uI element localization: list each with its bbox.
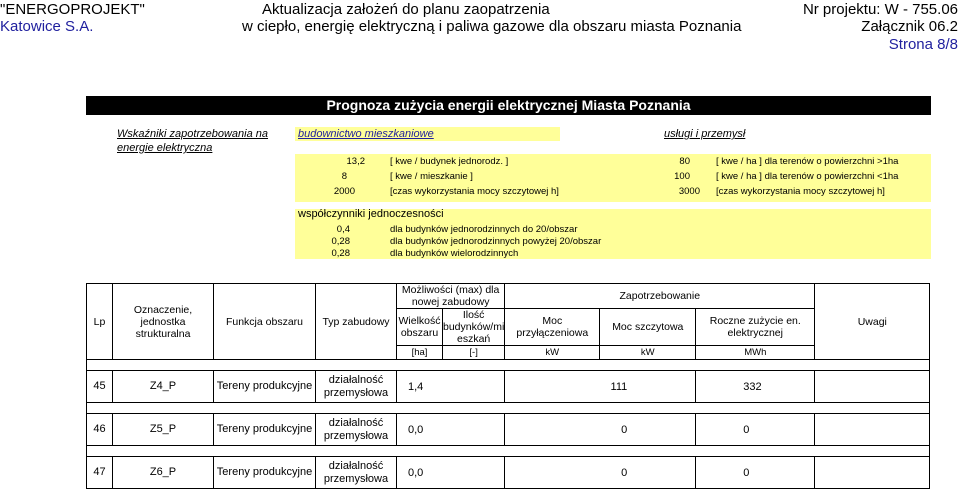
- row-annual: 0: [696, 457, 815, 489]
- srv-value: 100: [674, 171, 690, 182]
- coincidence-value: 0,4: [336, 224, 350, 235]
- unit-kw: kW: [505, 346, 600, 360]
- row-type: działalność przemysłowa: [316, 457, 397, 489]
- row-lp: 45: [87, 371, 113, 403]
- residential-header: budownictwo mieszkaniowe: [298, 128, 434, 140]
- coincidence-desc: dla budynków jednorodzinnych do 20/obszar: [390, 224, 578, 235]
- forecast-table: [86, 283, 930, 489]
- res-unit: [ kwe / budynek jednorodz. ]: [390, 156, 509, 167]
- res-value: 2000: [333, 186, 355, 197]
- srv-unit: [ kwe / ha ] dla terenów o powierzchni <1ha: [716, 171, 899, 182]
- res-unit: [ kwe / mieszkanie ]: [390, 171, 473, 182]
- document-title-line1: Aktualizacja założeń do planu zaopatrzenia: [262, 1, 550, 18]
- header-moc-szczytowa: Moc szczytowa: [600, 309, 696, 346]
- unit-kw: kW: [600, 346, 696, 360]
- company-name: "ENERGOPROJEKT": [0, 1, 145, 18]
- row-notes: [815, 457, 930, 489]
- table-row: [87, 371, 930, 403]
- header-oznaczenie: Oznaczenie, jednostka strukturalna: [113, 284, 214, 360]
- row-peak-power: 111: [505, 371, 696, 403]
- row-function: Tereny produkcyjne: [214, 371, 316, 403]
- indicators-label-line2: energie elektryczna: [117, 142, 213, 154]
- row-code: Z6_P: [113, 457, 214, 489]
- row-notes: [815, 414, 930, 446]
- row-type: działalność przemysłowa: [316, 414, 397, 446]
- coincidence-desc: dla budynków wielorodzinnych: [390, 248, 519, 259]
- row-lp: 47: [87, 457, 113, 489]
- row-function: Tereny produkcyjne: [214, 414, 316, 446]
- unit-dash: [-]: [443, 346, 505, 360]
- row-annual: 332: [696, 371, 815, 403]
- header-ilosc: Ilość budynków/mi eszkań: [443, 309, 505, 345]
- row-notes: [815, 371, 930, 403]
- row-peak-power: 0: [505, 414, 696, 446]
- attachment-number: Załącznik 06.2: [861, 18, 958, 35]
- coincidence-title: współczynniki jednoczesności: [298, 208, 444, 220]
- unit-ha: [ha]: [397, 346, 443, 360]
- header-typ: Typ zabudowy: [316, 284, 397, 360]
- project-number: Nr projektu: W - 755.06: [802, 1, 958, 18]
- row-area: 0,0: [397, 457, 505, 489]
- row-type: działalność przemysłowa: [316, 371, 397, 403]
- header-roczne-zuzycie: Roczne zużycie en. elektrycznej: [696, 309, 815, 346]
- indicators-label-line1: Wskaźniki zapotrzebowania na: [117, 128, 269, 140]
- srv-unit: [czas wykorzystania mocy szczytowej h]: [716, 186, 885, 197]
- header-wielkosc: Wielkość obszaru: [397, 309, 443, 346]
- res-value: 13,2: [346, 156, 365, 167]
- header-uwagi: Uwagi: [815, 284, 930, 360]
- header-mozliwosci: Możliwości (max) dla nowej zabudowy: [397, 284, 505, 309]
- row-code: Z4_P: [113, 371, 214, 403]
- page-number: Strona 8/8: [888, 36, 958, 53]
- header-zapotrzebowanie: Zapotrzebowanie: [505, 284, 815, 309]
- row-annual: 0: [696, 414, 815, 446]
- row-code: Z5_P: [113, 414, 214, 446]
- header-lp: Lp: [87, 284, 113, 360]
- coincidence-desc: dla budynków jednorodzinnych powyżej 20/obszar: [390, 236, 602, 247]
- row-area: 1,4: [397, 371, 505, 403]
- company-location: Katowice S.A.: [0, 18, 94, 35]
- res-unit: [czas wykorzystania mocy szczytowej h]: [390, 186, 559, 197]
- coincidence-value: 0,28: [331, 236, 350, 247]
- srv-value: 3000: [678, 186, 700, 197]
- srv-unit: [ kwe / ha ] dla terenów o powierzchni >1ha: [716, 156, 899, 167]
- document-title-line2: w ciepło, energię elektryczną i paliwa gazowe dla obszaru miasta Poznania: [242, 18, 742, 35]
- row-function: Tereny produkcyjne: [214, 457, 316, 489]
- row-peak-power: 0: [505, 457, 696, 489]
- table-row: [87, 457, 930, 489]
- row-area: 0,0: [397, 414, 505, 446]
- header-funkcja: Funkcja obszaru: [214, 284, 316, 360]
- srv-value: 80: [679, 156, 690, 167]
- row-lp: 46: [87, 414, 113, 446]
- table-row: [87, 414, 930, 446]
- header-moc-przylaczeniowa: Moc przyłączeniowa: [505, 309, 600, 346]
- sheet-banner: Prognoza zużycia energii elektrycznej Miasta Poznania: [86, 96, 931, 115]
- services-header: usługi i przemysł: [664, 128, 746, 140]
- unit-mwh: MWh: [696, 346, 815, 360]
- res-value: 8: [341, 171, 347, 182]
- coincidence-value: 0,28: [331, 248, 350, 259]
